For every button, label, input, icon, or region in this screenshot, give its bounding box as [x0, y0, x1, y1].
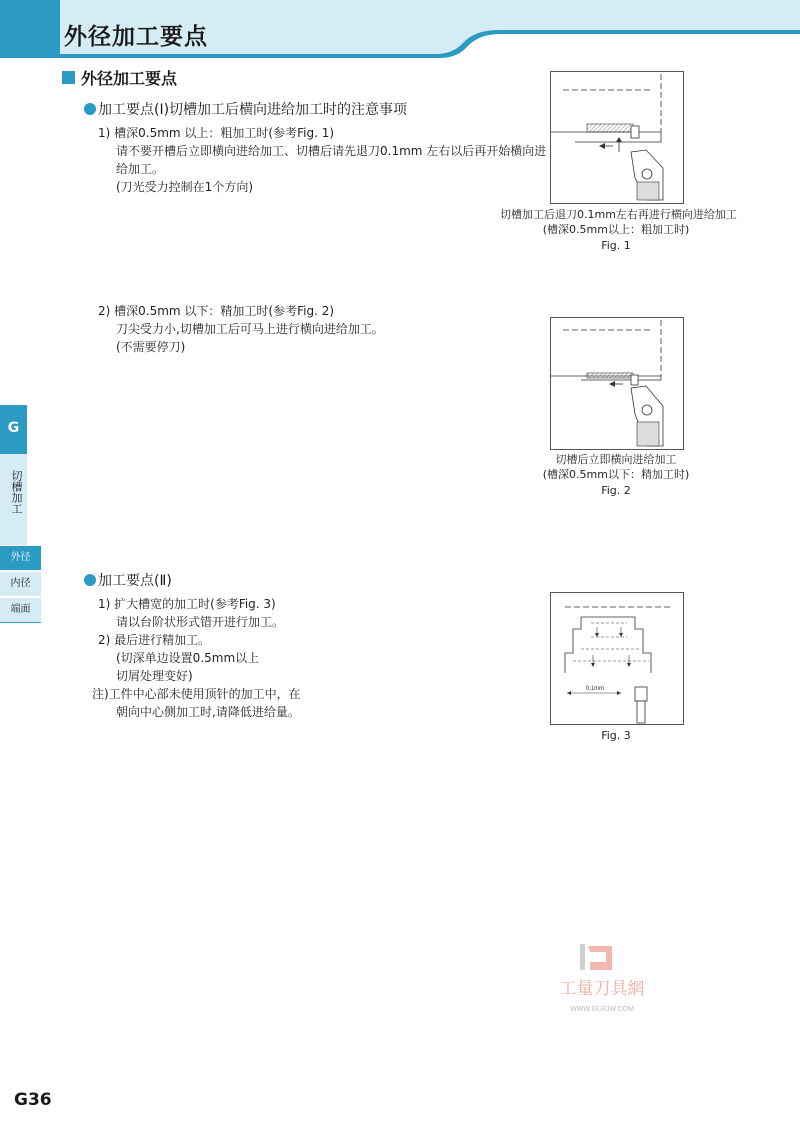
subtab-inner-diameter[interactable]: 内径 [0, 572, 41, 596]
fig1-label: Fig. 1 [601, 239, 631, 252]
section-tab-label: 切槽加工 [10, 470, 23, 514]
fig2-caption-1: 切槽后立即横向进给加工 [555, 453, 677, 466]
point1-item1-line1: 1) 槽深0.5mm 以上：粗加工时(参考Fig. 1) [98, 126, 335, 140]
point2-line: (切深单边设置0.5mm以上 [116, 651, 260, 665]
point1-item1-line2: 请不要开槽后立即横向进给加工、切槽后请先退刀0.1mm 左右以后再开始横向进 [116, 144, 547, 158]
subtab-divider [0, 622, 41, 623]
fig3-diagram [550, 592, 684, 725]
point1-heading: 加工要点(Ⅰ)切槽加工后横向进给加工时的注意事项 [98, 102, 408, 118]
point2-heading: 加工要点(Ⅱ) [98, 573, 172, 589]
chapter-tab-label: G [7, 420, 20, 436]
point1-item2-line2: 刀尖受力小,切槽加工后可马上进行横向进给加工。 [116, 322, 384, 336]
fig3-dimension: 0.1mm [585, 686, 605, 692]
watermark-url: WWW.GLRJW.COM [570, 1006, 634, 1013]
point1-item2-line3: (不需要停刀) [116, 340, 186, 354]
page-title: 外径加工要点 [64, 24, 208, 50]
bullet-dot-icon [84, 574, 96, 586]
bullet-dot-icon [84, 103, 96, 115]
fig2-caption-2: (槽深0.5mm以下：精加工时) [542, 468, 690, 481]
section-title: 外径加工要点 [81, 69, 178, 88]
fig2-diagram [550, 317, 684, 450]
point1-item1-line3: 给加工。 [116, 162, 165, 176]
subtab-outer-diameter[interactable]: 外径 [0, 546, 41, 570]
point1-item2-line1: 2) 槽深0.5mm 以下：精加工时(参考Fig. 2) [98, 304, 335, 318]
section-square-icon [62, 71, 75, 84]
page-number: G36 [14, 1090, 52, 1110]
point1-item1-line4: (刀光受力控制在1个方向) [116, 180, 253, 194]
fig1-caption-2: (槽深0.5mm以上：粗加工时) [542, 223, 690, 236]
fig1-diagram [550, 71, 684, 204]
fig3-label: Fig. 3 [601, 729, 631, 742]
point2-line: 注)工件中心部未使用顶针的加工中，在 [92, 687, 301, 701]
watermark-logo [532, 942, 672, 1018]
point2-line: 2) 最后进行精加工。 [98, 633, 211, 647]
point2-line: 1) 扩大槽宽的加工时(参考Fig. 3) [98, 597, 276, 611]
point2-line: 切屑处理变好) [116, 669, 193, 683]
fig2-label: Fig. 2 [601, 484, 631, 497]
fig1-caption-1: 切槽加工后退刀0.1mm左右再进行横向进给加工 [500, 208, 737, 221]
subtab-face[interactable]: 端面 [0, 598, 41, 622]
point2-line: 请以台阶状形式错开进行加工。 [116, 615, 285, 629]
point2-line: 朝向中心侧加工时,请降低进给量。 [116, 705, 300, 719]
watermark-name: 工量刀具網 [559, 979, 645, 998]
